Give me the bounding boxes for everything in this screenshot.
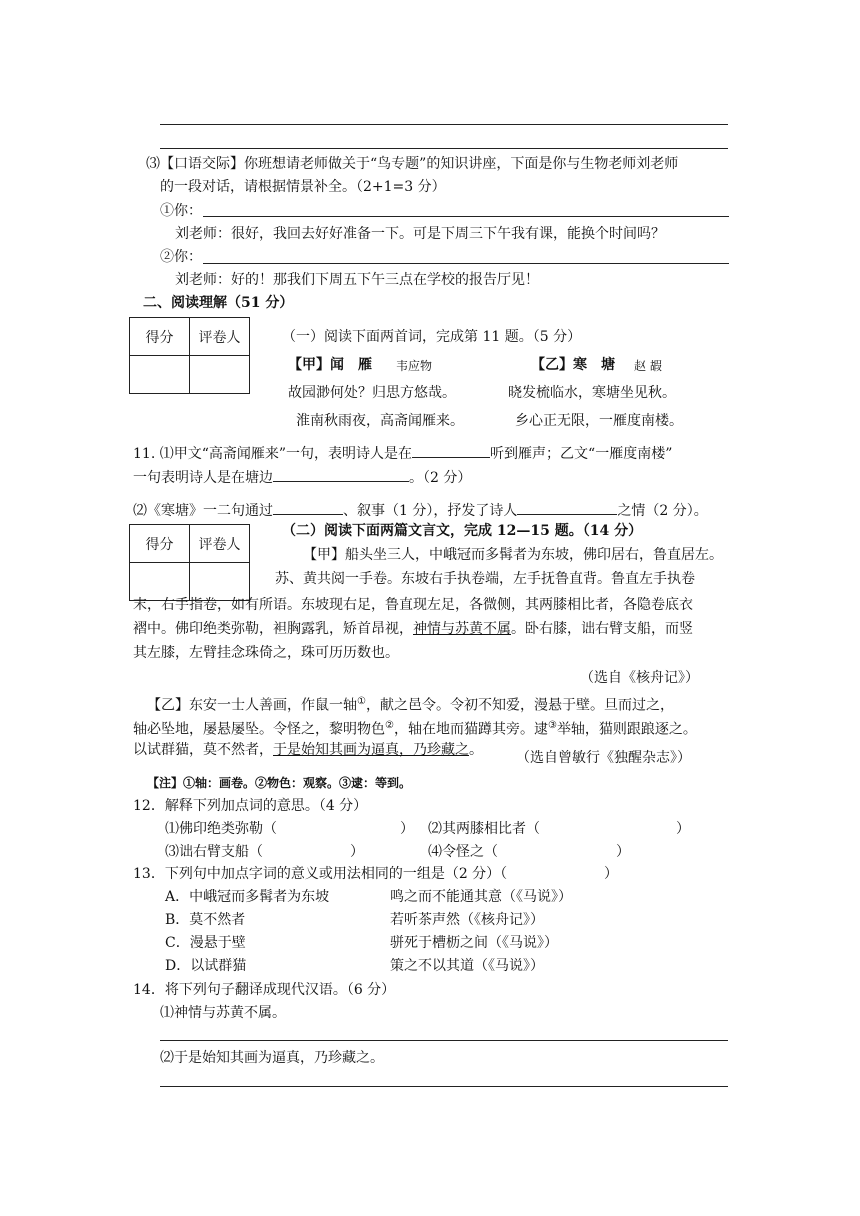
q10-3-you2: ②你：	[160, 249, 202, 265]
q11-blank-1[interactable]	[412, 442, 490, 458]
poem-yi-line2: 乡心正无限，一雁度南楼。	[515, 413, 683, 429]
grader-label: 评卷人	[190, 318, 250, 356]
prose-yi-source: （选自曾敏行《独醒杂志》）	[516, 750, 691, 766]
q12-close-1: ）	[400, 821, 414, 837]
note-mark-2: ②	[385, 720, 394, 731]
answer-line-top-2	[160, 148, 728, 149]
prose-jia-line4	[133, 619, 693, 639]
answer-line-q14-2[interactable]	[160, 1086, 728, 1087]
q12-close-4: ）	[616, 844, 630, 860]
prose-yi-line1-a: 【乙】东安一士人善画，作鼠一轴	[147, 697, 357, 714]
answer-line-q14-1[interactable]	[160, 1040, 728, 1041]
q14-sentence-2: ⑵于是始知其画为逼真，乃珍藏之。	[160, 1050, 384, 1066]
q11-p1-row2	[133, 466, 471, 488]
prose-jia-line4-b: 。卧右膝，诎右臂支船，而竖	[511, 621, 693, 637]
q10-3-liu2: 刘老师：好的！那我们下周五下午三点在学校的报告厅见！	[175, 272, 539, 288]
prose-yi-line2-c: 举轴，猫则跟踉逐之。	[556, 721, 697, 738]
prose-jia-underlined: 神情与苏黄不属	[413, 621, 511, 637]
poem-jia-title: 【甲】闻 雁	[288, 357, 372, 373]
note-mark-1: ①	[357, 696, 366, 707]
q12-close-3: ）	[350, 844, 364, 860]
score-cell[interactable]	[130, 356, 190, 394]
q12-item-2: ⑵其两膝相比者（	[428, 821, 540, 837]
q11-p2-row	[133, 499, 708, 521]
prose-note: 【注】①轴：画卷。②物色：观察。③逮：等到。	[147, 776, 412, 790]
q11-p1-row1	[133, 442, 672, 464]
answer-line-top-1	[160, 124, 728, 125]
prose-intro: （二）阅读下面两篇文言文，完成 12—15 题。（14 分）	[282, 523, 643, 539]
answer-line-you1[interactable]	[203, 216, 729, 217]
q10-3-liu1: 刘老师：很好，我回去好好准备一下。可是下周三下午我有课，能换个时间吗？	[175, 226, 665, 242]
poem-yi-author: 赵 嘏	[634, 359, 662, 373]
q13-option-d-left: D．以试群猫	[165, 958, 247, 974]
q11-p1-b: 听到雁声；乙文“一雁度南楼”	[490, 446, 673, 462]
prose-yi-line1-b: ，献之邑令。令初不知爱，漫悬于壁。旦而过之，	[365, 697, 674, 714]
prose-yi-underlined: 于是始知其画为逼真，乃珍藏之	[273, 742, 469, 758]
prose-jia-line4-a: 褶中。佛印绝类弥勒，袒胸露乳，矫首昂视，	[133, 621, 413, 637]
note-mark-3: ③	[547, 720, 557, 731]
q12-close-2: ）	[676, 821, 690, 837]
prose-jia-line2: 苏、黄共阅一手卷。东坡右手执卷端，左手抚鲁直背。鲁直左手执卷	[275, 571, 695, 587]
q11-blank-2[interactable]	[273, 466, 409, 482]
q13-option-c-right: 骈死于槽枥之间（《马说》）	[390, 935, 558, 951]
q13-option-b-left: B．莫不然者	[165, 912, 246, 928]
q11-p1-d: 。（2 分）	[409, 470, 472, 486]
prose-yi-line3-a: 以试群猫，莫不然者，	[133, 742, 273, 758]
q14-stem: 14．将下列句子翻译成现代汉语。（6 分）	[133, 982, 396, 998]
prose-yi-line2-b: ，轴在地而猫蹲其旁。逮	[393, 721, 548, 738]
poem-jia-line2: 淮南秋雨夜，高斋闻雁来。	[296, 413, 464, 429]
poem-yi-line1: 晓发梳临水，寒塘坐见秋。	[508, 385, 676, 401]
q14-sentence-1: ⑴神情与苏黄不属。	[160, 1005, 286, 1021]
grader-label: 评卷人	[190, 525, 250, 563]
prose-jia-source: （选自《核舟记》）	[580, 670, 699, 686]
score-label: 得分	[130, 318, 190, 356]
q11-p2-b: 、叙事（1 分），抒发了诗人	[343, 503, 518, 519]
prose-yi-line2	[133, 716, 697, 740]
q11-p2-a: ⑵《寒塘》一二句通过	[133, 503, 273, 519]
q11-p2-c: 之情（2 分）。	[617, 503, 708, 519]
prose-yi-line3	[133, 740, 483, 760]
q10-3-you1: ①你：	[160, 203, 202, 219]
prose-yi-line2-a: 轴必坠地，屡悬屡坠。令怪之，黎明物色	[133, 721, 385, 738]
q13-stem: 13．下列句中加点字词的意义或用法相同的一组是（2 分）（	[133, 866, 508, 882]
q13-option-d-right: 策之不以其道（《马说》）	[390, 958, 544, 974]
q13-option-a-left: A．中峨冠而多髯者为东坡	[165, 889, 330, 905]
prose-yi-line3-b: 。	[469, 742, 483, 758]
poem-jia-author: 韦应物	[396, 359, 433, 373]
q13-option-c-left: C．漫悬于壁	[165, 935, 246, 951]
q12-item-1: ⑴佛印绝类弥勒（	[165, 821, 277, 837]
q12-stem: 12．解释下列加点词的意思。（4 分）	[133, 798, 368, 814]
q12-item-3: ⑶诎右臂支船（	[165, 844, 263, 860]
q13-stem-close: ）	[604, 866, 618, 882]
q11-blank-3[interactable]	[273, 499, 343, 515]
poem-jia-line1: 故园渺何处？归思方悠哉。	[288, 385, 456, 401]
score-label: 得分	[130, 525, 190, 563]
prose-jia-line5: 其左膝，左臂挂念珠倚之，珠可历历数也。	[133, 645, 399, 661]
poem-yi-title: 【乙】寒 塘	[531, 357, 615, 373]
prose-jia-line1: 【甲】船头坐三人，中峨冠而多髯者为东坡，佛印居右，鲁直居左。	[303, 547, 723, 563]
answer-line-you2[interactable]	[203, 263, 729, 264]
q13-option-a-right: 鸣之而不能通其意（《马说》）	[390, 889, 572, 905]
prose-jia-line3: 末，右手指卷，如有所语。东坡现右足，鲁直现左足，各微侧，其两膝相比者，各隐卷底衣	[133, 597, 693, 613]
q12-item-4: ⑷令怪之（	[428, 844, 498, 860]
q10-3-prompt-a: ⑶【口语交际】你班想请老师做关于“鸟专题”的知识讲座，下面是你与生物老师刘老师	[146, 156, 679, 172]
poems-intro: （一）阅读下面两首词，完成第 11 题。（5 分）	[282, 329, 582, 345]
q11-blank-4[interactable]	[517, 499, 617, 515]
prose-yi-line1	[147, 692, 674, 716]
section2-title: 二、阅读理解（51 分）	[143, 295, 294, 311]
grader-cell[interactable]	[190, 356, 250, 394]
q10-3-prompt-b: 的一段对话，请根据情景补全。（2+1=3 分）	[160, 179, 446, 195]
q11-p1-a: 11. ⑴甲文“高斋闻雁来”一句，表明诗人是在	[133, 446, 413, 462]
q11-p1-c: 一句表明诗人是在塘边	[133, 470, 273, 486]
score-table-1	[129, 317, 250, 394]
q13-option-b-right: 若听茶声然（《核舟记》）	[390, 912, 544, 928]
score-table-2	[129, 524, 250, 601]
